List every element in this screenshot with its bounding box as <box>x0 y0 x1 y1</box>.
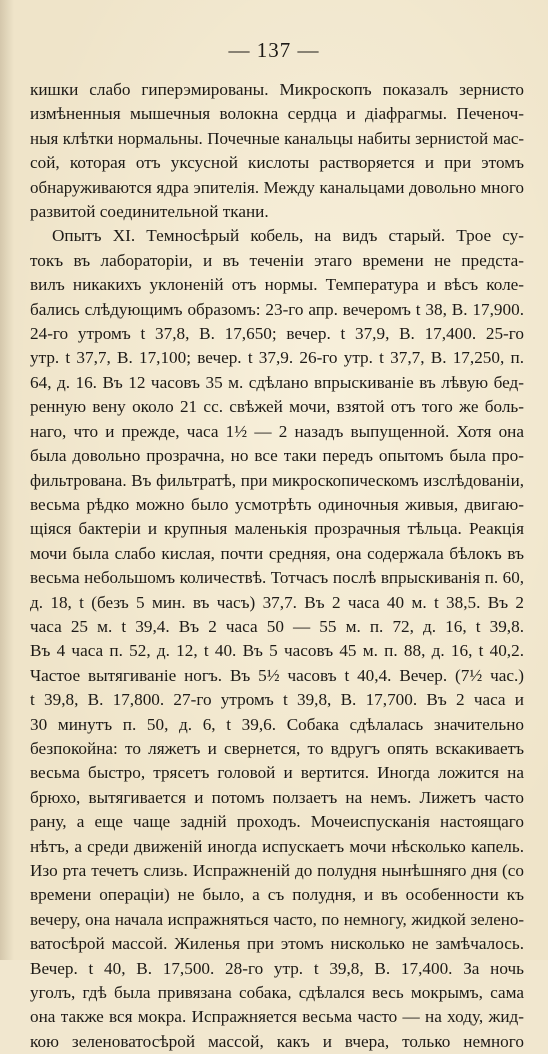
text-line: Вечер. t 40, В. 17,500. 28-го утр. t 39,8, В. 17,400. За ночь <box>30 958 524 978</box>
text-line: 24-го утромъ t 37,8, В. 17,650; вечер. t 37,9, В. 17,400. 25-го <box>30 324 524 344</box>
text-line: весьма быстро, трясетъ головой и вертится. Иногда ложится на <box>30 763 524 783</box>
text-line: Въ 4 часа п. 52, д. 12, t 40. Въ 5 часовъ 45 м. п. 88, д. 16, t 40,2. <box>30 641 524 661</box>
text-line: бались слѣдующимъ образомъ: 23-го апр. вечеромъ t 38, В. 17,900. <box>30 299 524 319</box>
text-line: вилъ никакихъ уклоненій отъ нормы. Температура и вѣсъ коле- <box>30 275 524 295</box>
text-line: вечеру, она начала испражняться часто, по немногу, жидкой зелено- <box>30 909 524 929</box>
text-line: безпокойна: то ляжетъ и свернется, то вдругъ опять вскакиваетъ <box>30 738 524 758</box>
text-line: наго, что и прежде, часа 1½ — 2 назадъ выпущенной. Хотя она <box>30 421 524 441</box>
text-line: кою зеленоватосѣрой массой, какъ и вчера, только немного <box>30 1031 524 1051</box>
text-line: щіяся бактеріи и крупныя маленькія прозрачныя тѣльца. Реакція <box>30 519 524 539</box>
text-line: весьма рѣдко можно было усмотрѣть одиночныя живыя, двигаю- <box>30 494 524 514</box>
text-line: измѣненныя мышечныя волокна сердца и діафрагмы. Печеноч- <box>30 104 524 124</box>
text-line: 30 минутъ п. 50, д. 6, t 39,6. Собака сдѣлалась значительно <box>30 714 524 734</box>
text-line: часа 25 м. t 39,4. Въ 2 часа 50 — 55 м. п. 72, д. 16, t 39,8. <box>30 616 524 636</box>
text-line: весьма небольшомъ количествѣ. Тотчасъ послѣ впрыскиванія п. 60, <box>30 568 524 588</box>
text-line: сой, которая отъ уксусной кислоты растворяется и при этомъ <box>30 153 524 173</box>
text-line: Частое вытягиваніе ногъ. Въ 5½ часовъ t 40,4. Вечер. (7½ час.) <box>30 665 524 685</box>
text-line: нѣтъ, а среди движеній иногда испускаетъ мочи нѣсколько капель. <box>30 836 524 856</box>
text-line: времени операціи) не было, а съ полудня, и въ особенности къ <box>30 885 524 905</box>
text-line: t 39,8, В. 17,800. 27-го утромъ t 39,8, В. 17,700. Въ 2 часа и <box>30 690 524 710</box>
text-line: уголъ, гдѣ была привязана собака, сдѣлался весь мокрымъ, сама <box>30 983 524 1003</box>
text-line: мочи была слабо кислая, почти средняя, она содержала бѣлокъ въ <box>30 543 524 563</box>
text-line: ренную вену около 21 сс. свѣжей мочи, взятой отъ того же боль- <box>30 397 524 417</box>
text-line: утр. t 37,7, В. 17,100; вечер. t 37,9. 26-го утр. t 37,7, В. 17,250, п. <box>30 348 524 368</box>
text-line: фильтрована. Въ фильтратѣ, при микроскопическомъ изслѣдованіи, <box>30 470 524 490</box>
text-line: обнаруживаются ядра эпителія. Между канальцами довольно много <box>30 177 524 197</box>
text-line: кишки слабо гиперэмированы. Микроскопъ показалъ зернисто <box>30 80 524 99</box>
text-line: токъ въ лабораторіи, и въ теченіи этаго времени не предста- <box>30 250 524 270</box>
text-line: рану, а еще чаще задній проходъ. Мочеиспусканія настоящаго <box>30 812 524 832</box>
text-line: ныя клѣтки нормальны. Почечные канальцы набиты зернистой мас- <box>30 128 524 148</box>
text-line: ватосѣрой массой. Жиленья при этомъ нисколько не замѣчалось. <box>30 934 524 954</box>
text-line: д. 18, t (безъ 5 мин. въ часъ) 37,7. Въ 2 часа 40 м. t 38,5. Въ 2 <box>30 592 524 612</box>
page-number: — 137 — <box>228 38 320 62</box>
spine-shadow <box>0 0 14 960</box>
text-line: была довольно прозрачна, но все таки передъ опытомъ была про- <box>30 446 524 466</box>
text-line: 64, д. 16. Въ 12 часовъ 35 м. сдѣлано впрыскиваніе въ лѣвую бед- <box>30 372 524 392</box>
text-line: она также вся мокра. Испражняется весьма часто — на ходу, жид- <box>30 1007 524 1027</box>
text-line: развитой соединительной ткани. <box>30 202 269 222</box>
text-line: брюхо, вытягивается и потомъ ползаетъ на немъ. Лижетъ часто <box>30 787 524 807</box>
body-text <box>30 78 524 1054</box>
text-line: Изо рта течетъ слизь. Испражненій до полудня нынѣшняго дня (со <box>30 861 524 880</box>
paragraph-start: Опытъ XI. Темносѣрый кобель, на видъ старый. Трое су- <box>52 226 524 246</box>
